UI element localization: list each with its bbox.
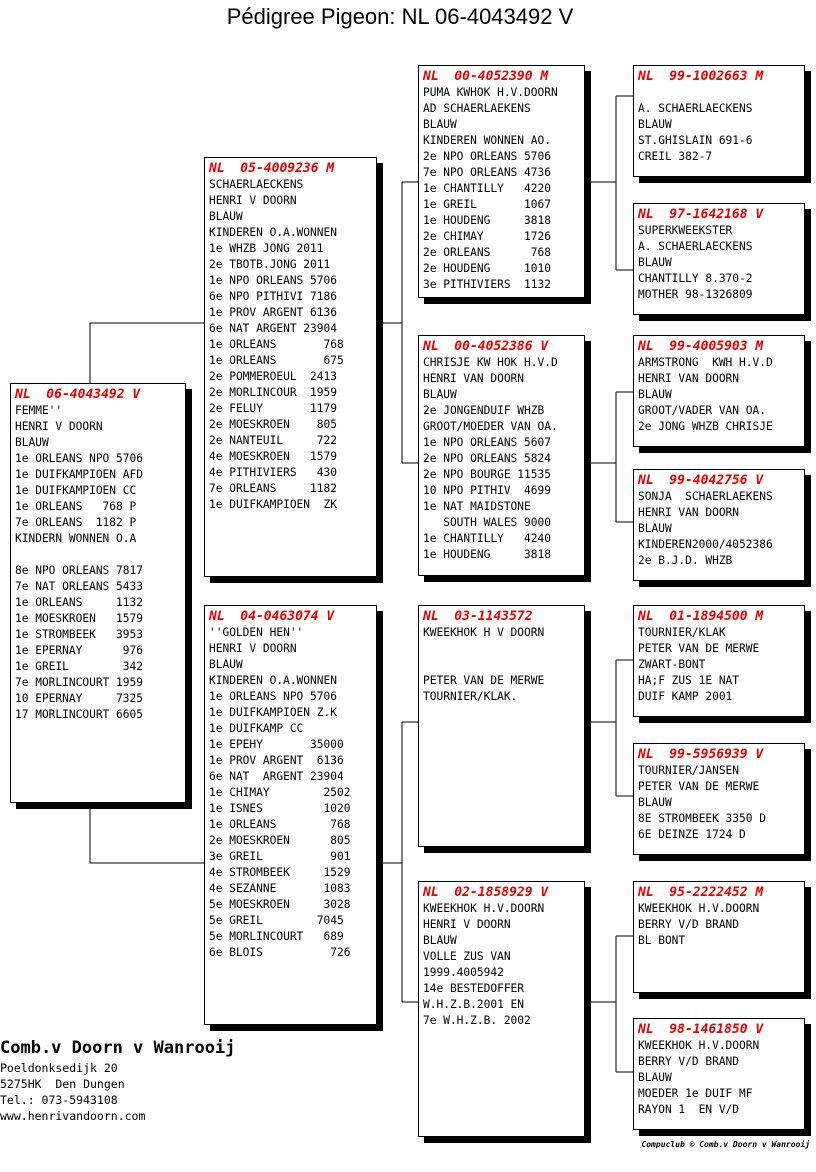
sire-sire-dam-card	[633, 203, 805, 315]
dam-sire-dam-card	[633, 743, 805, 855]
detail-line: MOEDER 1e DUIF MF	[638, 1087, 753, 1100]
dam-dam-details	[423, 901, 580, 1029]
detail-line: 2e TBOTB.JONG 2011	[209, 258, 331, 271]
detail-line: KWEEKHOK H.V.DOORN	[638, 1039, 760, 1052]
detail-line: 6e BLOIS 726	[209, 946, 351, 959]
sire-dam-details	[423, 355, 580, 563]
detail-line: 6e NAT ARGENT 23904	[209, 770, 344, 783]
detail-line: A. SCHAERLAECKENS	[638, 240, 753, 253]
detail-line: MOTHER 98-1326809	[638, 288, 753, 301]
detail-line: 2e NPO ORLEANS 5824	[423, 452, 551, 465]
detail-line: GROOT/MOEDER VAN OA.	[423, 420, 558, 433]
ssd-details	[638, 223, 800, 303]
detail-line: 2e NPO BOURGE 11535	[423, 468, 551, 481]
detail-line: KINDERN WONNEN O.A	[15, 532, 137, 545]
detail-line: 5e MOESKROEN 3028	[209, 898, 351, 911]
detail-line: 3e PITHIVIERS 1132	[423, 278, 551, 291]
detail-line: GROOT/VADER VAN OA.	[638, 404, 766, 417]
detail-line: ''GOLDEN HEN''	[209, 626, 304, 639]
detail-line: 1e MOESKROEN 1579	[15, 612, 143, 625]
detail-line: 7e ORLEANS 1182	[209, 482, 337, 495]
detail-line: 8E STROMBEEK 3350 D	[638, 812, 766, 825]
detail-line: HENRI VAN DOORN	[423, 372, 525, 385]
detail-line: 1e ORLEANS 768	[209, 338, 344, 351]
detail-line: 8e NPO ORLEANS 7817	[15, 564, 143, 577]
detail-line	[423, 641, 580, 657]
detail-line: SOUTH WALES 9000	[423, 516, 551, 529]
detail-line: 6E DEINZE 1724 D	[638, 828, 746, 841]
detail-line: 2e MOESKROEN 805	[209, 418, 337, 431]
detail-line: 2e NPO ORLEANS 5706	[423, 150, 551, 163]
detail-line: BLAUW	[638, 388, 672, 401]
detail-line: TOURNIER/JANSEN	[638, 764, 740, 777]
detail-line	[638, 85, 800, 101]
detail-line: 1e GREIL 342	[15, 660, 143, 673]
detail-line: BLAUW	[423, 934, 457, 947]
detail-line: 1e PROV ARGENT 6136	[209, 306, 337, 319]
detail-line: 1e CHANTILLY 4220	[423, 182, 551, 195]
ddd-ring-number: NL 98-1461850 V	[638, 1022, 764, 1037]
detail-line: 1e NPO ORLEANS 5706	[209, 274, 337, 287]
dam-dam-sire-card	[633, 881, 805, 993]
dam-dam-ring-number: NL 02-1858929 V	[423, 885, 549, 900]
subject-details	[15, 403, 181, 723]
ssd-ring-number: NL 97-1642168 V	[638, 207, 764, 222]
breeder-city: 5275HK Den Dungen	[0, 1077, 125, 1091]
detail-line: 1e HOUDENG 3818	[423, 214, 551, 227]
detail-line: 10 NPO PITHIV 4699	[423, 484, 551, 497]
detail-line: PETER VAN DE MERWE	[638, 780, 760, 793]
detail-line: 2e ORLEANS 768	[423, 246, 551, 259]
detail-line: HENRI V DOORN	[209, 194, 297, 207]
breeder-name: Comb.v Doorn v Wanrooij	[0, 1038, 236, 1058]
detail-line: 2e FELUY 1179	[209, 402, 337, 415]
detail-line: CHANTILLY 8.370-2	[638, 272, 753, 285]
dsd-details	[638, 763, 800, 843]
detail-line: BLAUW	[423, 118, 457, 131]
detail-line: A. SCHAERLAECKENS	[638, 102, 753, 115]
sdd-details	[638, 489, 800, 569]
detail-line: 1e STROMBEEK 3953	[15, 628, 143, 641]
detail-line: W.H.Z.B.2001 EN	[423, 998, 525, 1011]
detail-line: BLAUW	[15, 436, 49, 449]
detail-line: 2e JONG WHZB CHRISJE	[638, 420, 773, 433]
detail-line: 1e HOUDENG 3818	[423, 548, 551, 561]
detail-line: SONJA SCHAERLAEKENS	[638, 490, 773, 503]
detail-line: VOLLE ZUS VAN	[423, 950, 511, 963]
detail-line: 1e DUIFKAMPIOEN AFD	[15, 468, 143, 481]
detail-line: PUMA KWHOK H.V.DOORN	[423, 86, 558, 99]
detail-line: HENRI V DOORN	[15, 420, 103, 433]
detail-line: 1e PROV ARGENT 6136	[209, 754, 344, 767]
dds-details	[638, 901, 800, 949]
detail-line: HENRI V DOORN	[423, 918, 511, 931]
dam-dam-card	[418, 881, 585, 1137]
detail-line: 2e B.J.D. WHZB	[638, 554, 733, 567]
sire-dam-sire-card	[633, 335, 805, 447]
sire-dam-ring-number: NL 00-4052386 V	[423, 339, 549, 354]
dam-sire-card	[418, 605, 585, 847]
dss-details	[638, 625, 800, 705]
detail-line: 7e MORLINCOURT 1959	[15, 676, 143, 689]
detail-line: 2e JONGENDUIF WHZB	[423, 404, 545, 417]
detail-line: 2e HOUDENG 1010	[423, 262, 551, 275]
detail-line: SCHAERLAECKENS	[209, 178, 304, 191]
detail-line: 1e DUIFKAMP CC	[209, 722, 304, 735]
detail-line: ARMSTRONG KWH H.V.D	[638, 356, 773, 369]
dam-ring-number: NL 04-0463074 V	[209, 609, 335, 624]
detail-line: BLAUW	[638, 1071, 672, 1084]
detail-line: 4e STROMBEEK 1529	[209, 866, 351, 879]
dam-dam-dam-card	[633, 1018, 805, 1130]
subject-ring-number: NL 06-4043492 V	[15, 387, 141, 402]
dam-details	[209, 625, 372, 961]
detail-line: 14e BESTEDOFFER	[423, 982, 525, 995]
breeder-phone: Tel.: 073-5943108	[0, 1093, 118, 1107]
detail-line: BLAUW	[209, 210, 243, 223]
detail-line: 1e DUIFKAMPIOEN CC	[15, 484, 137, 497]
detail-line: 1e NPO ORLEANS 5607	[423, 436, 551, 449]
detail-line: 1e ORLEANS 1132	[15, 596, 143, 609]
detail-line: ST.GHISLAIN 691-6	[638, 134, 753, 147]
detail-line: BLAUW	[638, 118, 672, 131]
detail-line: BERRY V/D BRAND	[638, 1055, 740, 1068]
detail-line: 1e DUIFKAMPIOEN ZK	[209, 498, 337, 511]
detail-line: TOURNIER/KLAK.	[423, 690, 518, 703]
detail-line: AD SCHAERLAEKENS	[423, 102, 531, 115]
sds-ring-number: NL 99-4005903 M	[638, 339, 764, 354]
dds-ring-number: NL 95-2222452 M	[638, 885, 764, 900]
detail-line: BLAUW	[638, 522, 672, 535]
sire-sire-details	[423, 85, 580, 293]
detail-line: 4e SEZANNE 1083	[209, 882, 351, 895]
detail-line: 2e CHIMAY 1726	[423, 230, 551, 243]
sire-dam-dam-card	[633, 469, 805, 581]
detail-line: HENRI VAN DOORN	[638, 506, 740, 519]
detail-line: PETER VAN DE MERWE	[638, 642, 760, 655]
detail-line: 1e EPEHY 35000	[209, 738, 344, 751]
sdd-ring-number: NL 99-4042756 V	[638, 473, 764, 488]
page-title: Pédigree Pigeon: NL 06-4043492 V	[226, 4, 574, 29]
dam-sire-ring-number: NL 03-1143572	[423, 609, 533, 624]
detail-line: 1e EPERNAY 976	[15, 644, 143, 657]
detail-line: 1e ORLEANS NPO 5706	[209, 690, 337, 703]
sire-sire-ring-number: NL 00-4052390 M	[423, 69, 549, 84]
detail-line: 2e MORLINCOUR 1959	[209, 386, 337, 399]
subject-pigeon-card	[10, 383, 186, 803]
detail-line	[15, 547, 181, 563]
detail-line: TOURNIER/KLAK	[638, 626, 726, 639]
sire-ring-number: NL 05-4009236 M	[209, 161, 335, 176]
dss-ring-number: NL 01-1894500 M	[638, 609, 764, 624]
sire-details	[209, 177, 372, 513]
sss-ring-number: NL 99-1002663 M	[638, 69, 764, 84]
detail-line: 7e NAT ORLEANS 5433	[15, 580, 143, 593]
detail-line: HENRI V DOORN	[209, 642, 297, 655]
dam-card	[204, 605, 377, 1025]
sire-card	[204, 157, 377, 577]
detail-line: 7e W.H.Z.B. 2002	[423, 1014, 531, 1027]
detail-line: 1e ORLEANS 768 P	[15, 500, 137, 513]
detail-line: 10 EPERNAY 7325	[15, 692, 143, 705]
detail-line: 1e DUIFKAMPIOEN Z.K	[209, 706, 337, 719]
detail-line: 6e NPO PITHIVI 7186	[209, 290, 337, 303]
detail-line: 5e MORLINCOURT 689	[209, 930, 344, 943]
detail-line: 1e CHANTILLY 4240	[423, 532, 551, 545]
detail-line: DUIF KAMP 2001	[638, 690, 733, 703]
sds-details	[638, 355, 800, 435]
detail-line: 2e NANTEUIL 722	[209, 434, 337, 447]
detail-line: 6e NAT ARGENT 23904	[209, 322, 337, 335]
detail-line: 1e NAT MAIDSTONE	[423, 500, 531, 513]
detail-line: 1e ORLEANS 675	[209, 354, 344, 367]
detail-line: 1e ORLEANS NPO 5706	[15, 452, 143, 465]
detail-line: BLAUW	[423, 388, 457, 401]
detail-line: KWEEKHOK H V DOORN	[423, 626, 545, 639]
detail-line: KWEEKHOK H.V.DOORN	[638, 902, 760, 915]
detail-line: SUPERKWEEKSTER	[638, 224, 733, 237]
detail-line: 4e PITHIVIERS 430	[209, 466, 337, 479]
detail-line: 1e WHZB JONG 2011	[209, 242, 324, 255]
sire-dam-card	[418, 335, 585, 576]
detail-line: 1e ORLEANS 768	[209, 818, 351, 831]
detail-line: BL BONT	[638, 934, 686, 947]
detail-line: CHRISJE KW HOK H.V.D	[423, 356, 558, 369]
breeder-website[interactable]: www.henrivandoorn.com	[0, 1109, 146, 1123]
detail-line: KINDEREN O.A.WONNEN	[209, 674, 337, 687]
detail-line: 1e ISNES 1020	[209, 802, 351, 815]
detail-line: 2e POMMEROEUL 2413	[209, 370, 337, 383]
detail-line: KINDEREN2000/4052386	[638, 538, 773, 551]
detail-line: KINDEREN O.A.WONNEN	[209, 226, 337, 239]
detail-line: RAYON 1 EN V/D	[638, 1103, 740, 1116]
detail-line: 1999.4005942	[423, 966, 504, 979]
dam-sire-details	[423, 625, 580, 705]
detail-line: ZWART-BONT	[638, 658, 706, 671]
detail-line	[423, 657, 580, 673]
software-credit: Compuclub © Comb.v Doorn v Wanrooij	[641, 1140, 810, 1149]
ddd-details	[638, 1038, 800, 1118]
sire-sire-card	[418, 65, 585, 298]
sire-sire-sire-card	[633, 65, 805, 177]
sss-details	[638, 85, 800, 165]
detail-line: 3e GREIL 901	[209, 850, 351, 863]
detail-line: 2e MOESKROEN 805	[209, 834, 351, 847]
breeder-info	[0, 1036, 235, 1124]
detail-line: KWEEKHOK H.V.DOORN	[423, 902, 545, 915]
detail-line: 1e GREIL 1067	[423, 198, 551, 211]
detail-line: KINDEREN WONNEN AO.	[423, 134, 551, 147]
dam-sire-sire-card	[633, 605, 805, 717]
detail-line: CREIL 382-7	[638, 150, 713, 163]
detail-line: 17 MORLINCOURT 6605	[15, 708, 143, 721]
dsd-ring-number: NL 99-5956939 V	[638, 747, 764, 762]
detail-line: FEMME''	[15, 404, 63, 417]
detail-line: 5e GREIL 7045	[209, 914, 344, 927]
detail-line: PETER VAN DE MERWE	[423, 674, 545, 687]
detail-line: BLAUW	[209, 658, 243, 671]
detail-line: HENRI VAN DOORN	[638, 372, 740, 385]
detail-line: BERRY V/D BRAND	[638, 918, 740, 931]
detail-line: BLAUW	[638, 256, 672, 269]
detail-line: 4e MOESKROEN 1579	[209, 450, 337, 463]
breeder-address: Poeldonksedijk 20	[0, 1061, 118, 1075]
detail-line: 7e ORLEANS 1182 P	[15, 516, 137, 529]
detail-line: HA;F ZUS 1E NAT	[638, 674, 740, 687]
detail-line: 1e CHIMAY 2502	[209, 786, 351, 799]
detail-line: 7e NPO ORLEANS 4736	[423, 166, 551, 179]
detail-line: BLAUW	[638, 796, 672, 809]
